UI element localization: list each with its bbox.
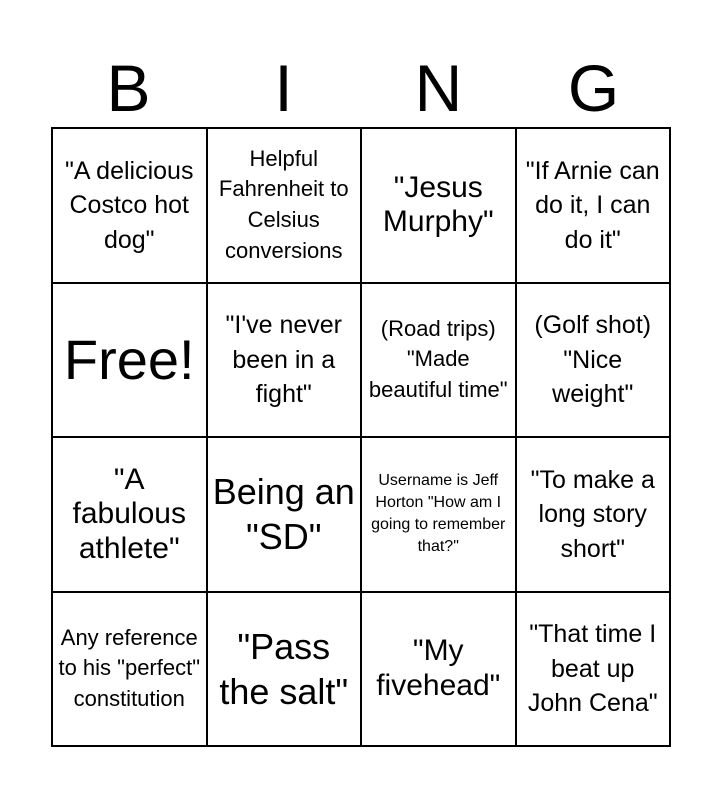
cell-text: Username is Jeff Horton "How am I going to remember that?" (371, 472, 506, 556)
cell-text: "That time I beat up John Cena" (527, 620, 658, 717)
bingo-header (51, 48, 671, 128)
bingo-cell[interactable] (208, 284, 363, 439)
bingo-cell[interactable] (208, 593, 363, 748)
bingo-cell[interactable] (517, 593, 672, 748)
cell-text: "I've never been in a fight" (225, 311, 342, 408)
header-letter-n: N (414, 51, 463, 125)
cell-text: Being an "SD" (212, 471, 355, 558)
cell-text: Any reference to his "perfect" constitution (58, 624, 201, 712)
cell-text: "My fivehead" (376, 634, 501, 702)
cell-text: (Golf shot) "Nice weight" (534, 311, 652, 408)
bingo-cell[interactable] (362, 129, 517, 284)
bingo-board (51, 127, 671, 747)
cell-text: Helpful Fahrenheit to Celsius conversions (218, 145, 349, 264)
bingo-cell[interactable] (208, 129, 363, 284)
bingo-cell[interactable] (362, 284, 517, 439)
bingo-cell[interactable] (53, 129, 208, 284)
free-space-cell[interactable] (53, 284, 208, 439)
cell-text: Free! (63, 327, 195, 391)
header-letter-g: G (567, 51, 620, 125)
bingo-cell[interactable] (53, 593, 208, 748)
bingo-cell[interactable] (53, 438, 208, 593)
header-letter-b: B (106, 51, 151, 125)
bingo-cell[interactable] (517, 438, 672, 593)
cell-text: "Jesus Murphy" (382, 170, 494, 239)
cell-text: "Pass the salt" (219, 625, 349, 712)
bingo-cell[interactable] (362, 593, 517, 748)
cell-text: (Road trips) "Made beautiful time" (368, 315, 508, 403)
cell-text: "To make a long story short" (530, 465, 655, 563)
bingo-cell[interactable] (208, 438, 363, 593)
cell-text: "A fabulous athlete" (72, 462, 186, 565)
header-letter-i: I (274, 51, 293, 125)
bingo-cell[interactable] (517, 129, 672, 284)
cell-text: "If Arnie can do it, I can do it" (525, 156, 660, 254)
bingo-cell[interactable] (362, 438, 517, 593)
cell-text: "A delicious Costco hot dog" (65, 156, 194, 254)
bingo-cell[interactable] (517, 284, 672, 439)
